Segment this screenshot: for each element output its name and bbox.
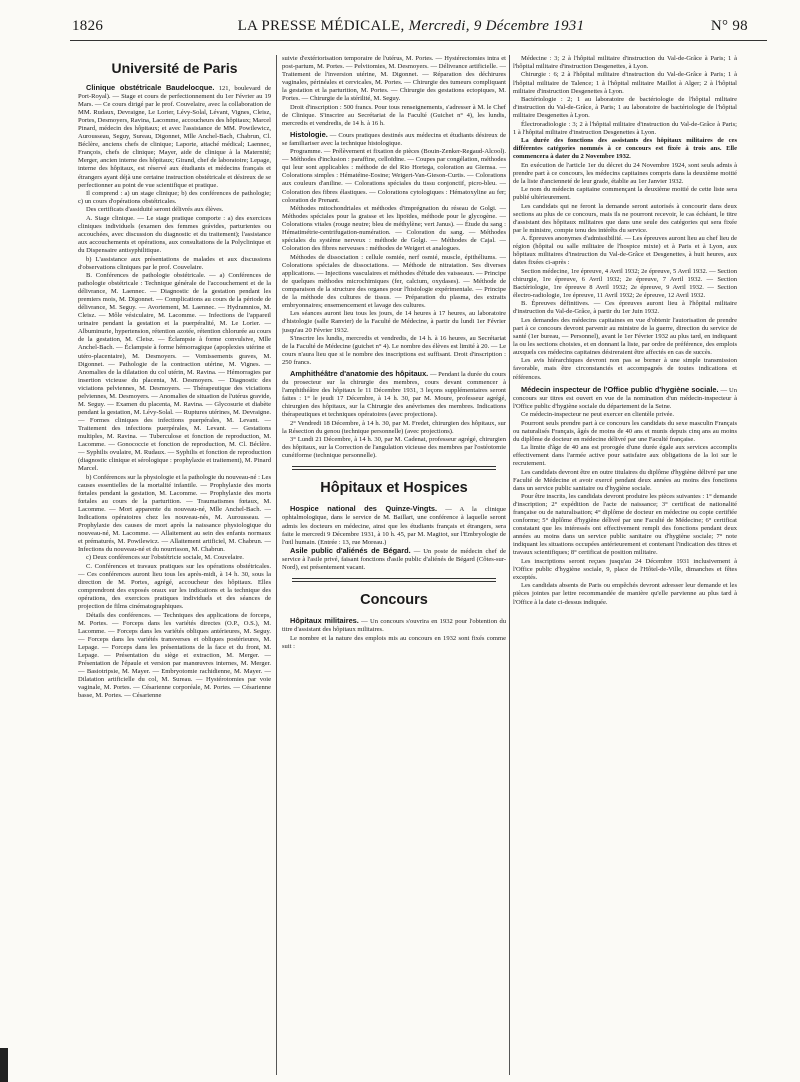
paragraph-text: — Un poste de médecin chef de service à l'asile privé, faisant fonctions d'asile public d'aliénés de Bégard (Côtes-sur-Nord), est présentement vacant. — [282, 548, 506, 572]
paragraph: Pourront seuls prendre part à ce concours les candidats du sexe masculin Français ou naturalisés Français, âgés de moins de 40 ans et munis depuis cinq ans au moins du diplôme de docteur en médecine délivré par une Faculté française. — [513, 419, 737, 443]
column-right — [513, 55, 737, 1075]
column-divider — [509, 55, 510, 1075]
paragraph: Chirurgie : 6; 2 à l'hôpital militaire d'instruction du Val-de-Grâce à Paris; 1 à l'hôpital militaire de Talence; 1 à l'hôpital militaire Maillot à Alger; 2 à l'hôpital militaire d'instruction Desgenettes à Lyon. — [513, 71, 737, 95]
subheading: Amphithéâtre d'anatomie des hôpitaux. — [290, 369, 429, 379]
paragraph-text: — Un concours sur titres est ouvert en vue de la nomination d'un médecin-inspecteur à l'Office public d'hygiène sociale du département de la Seine. — [513, 386, 737, 410]
paragraph — [282, 617, 506, 634]
paragraph: Les candidats absents de Paris ou empêchés devront adresser leur demande et les pièces jointes par lettre recommandée de manière qu'elle parvienne au plus tard à l'Office à la date ci-dessus indiquée. — [513, 582, 737, 606]
paragraph: Les candidats qui ne feront la demande seront autorisés à concourir dans deux sections au plus de ce concours, mais ils ne pourront recevoir, le cas échéant, le titre d'assistant des hôpitaux militaires que dans une seule des catégories qui sera fixée par le ministre, compte tenu des intérêts du service. — [513, 202, 737, 234]
header-rule — [70, 40, 767, 41]
paragraph: Les séances auront lieu tous les jours, de 14 heures à 17 heures, au laboratoire d'histologie (salle Ranvier) de la Faculté de Médecine, à partir du lundi 1er Février jusqu'au 20 Février 1932. — [282, 310, 506, 334]
issue-date: Mercredi, 9 Décembre 1931 — [408, 18, 585, 34]
paragraph: La durée des fonctions des assistants des hôpitaux militaires de ces différentes catégories nommés à ce concours est fixée à trois ans. Elle commencera à dater du 2 Novembre 1932. — [513, 137, 737, 161]
paragraph: La limite d'âge de 40 ans est prorogée d'une durée égale aux services accomplis effectivement dans l'armée active pour satisfaire aux obligations de la loi sur le recrutement. — [513, 444, 737, 468]
paragraph: Électroradiologie : 3; 2 à l'hôpital militaire d'instruction du Val-de-Grâce à Paris; 1 à l'hôpital militaire d'instruction Desgenettes à Lyon. — [513, 120, 737, 136]
paragraph: Le nombre et la nature des emplois mis au concours en 1932 sont fixés comme suit : — [282, 634, 506, 650]
paragraph: Droit d'inscription : 500 francs. Pour tous renseignements, s'adresser à M. le Chef de Clinique. S'inscrire au Secrétariat de la Faculté (Guichet n° 4), les lundis, mercredis et vendredis, de 14 h. à 16 h. — [282, 103, 506, 127]
paragraph: Méthodes mitochondriales et méthodes d'imprégnation du réseau de Golgi. — Méthodes spéciales pour la graisse et les lipoïdes, méthode pour le glycogène. — Colorations vitales (rouge neutre; bleu de méthylène; vert Janus). — Étude du sang : Hématimétrie-centrifugation-numération. — Coloration du sang. — Méthodes spéciales du système nerveux : méthode de Golgi. — Méthodes de Cajal. — Coloration des fibres nerveuses : méthodes de Weigert et analogues. — [282, 205, 506, 253]
paragraph: 2° Vendredi 18 Décembre, à 14 h. 30, par M. Fredet, chirurgien des hôpitaux, sur la Résection du genou (technique personnelle) (avec projections). — [282, 419, 506, 435]
paragraph-text: — Un concours s'ouvrira en 1932 pour l'obtention du titre d'assistant des hôpitaux militaires. — [282, 618, 506, 634]
paragraph: Détails des conférences. — Techniques des applications de forceps, M. Portes. — Forceps dans les variétés directes (O.P., O.S.), M. Lacomme. — Forceps dans les variétés obliques antérieures, M. Seguy. — Forceps dans les variétés transverses et obliques postérieures, M. Lepage. — Forceps dans les présentations de la face et du front, M. Lepage. — Présentation du siège et extraction, M. Merger. — Présentation de l'épaule et version par manœuvres internes, M. Merger. — Basiotripsie, M. Mayer. — Embryotomie rachidienne, M. Mayer. — Dilatation artificielle du col, M. Sureau. — Hystérotomies par voie vaginale, M. Portes. — Césarienne corporéale, M. Portes. — Césarienne basse, M. Portes. — Césarienne — [78, 611, 271, 700]
paragraph — [78, 84, 271, 190]
section-title-universite: Université de Paris — [111, 60, 238, 76]
paragraph: Pour être inscrits, les candidats devront produire les pièces suivantes : 1° demande d'inscription; 2° expédition de l'acte de naissance; 3° certificat de nationalité française ou de naturalisation; 4° diplôme de docteur en médecine ou copie certifiée conforme; 5° diplôme d'hygiène délivré par une Faculté de Médecine; 6° certificat constatant que les intéressés ont effectivement rempli des fonctions pendant deux années au moins dans un service public sanitaire ou d'hygiène sociale; 7° note indiquant les situations occupées antérieurement et contenant l'indication des titres et travaux scientifiques; 8° certificat de position militaire. — [513, 493, 737, 557]
publication-name: LA PRESSE MÉDICALE, — [237, 18, 405, 34]
paragraph: 3° Lundi 21 Décembre, à 14 h. 30, par M. Cadenat, professeur agrégé, chirurgien des hôpitaux, sur la Correction de l'angulation vicieuse des membres par l'ostéotomie cunéiforme (technique personnelle). — [282, 436, 506, 460]
issue-number: N° 98 — [710, 18, 748, 34]
subheading: Asile public d'aliénés de Bégard. — [290, 546, 411, 556]
section-rule — [292, 466, 496, 470]
paragraph: Le nom du médecin capitaine commençant la deuxième moitié de cette liste sera publié ultérieurement. — [513, 186, 737, 202]
subheading: Médecin inspecteur de l'Office public d'hygiène sociale. — [521, 384, 719, 394]
paragraph: suivie d'extériorisation temporaire de l'utérus, M. Portes. — Hystérectomies intra et post-partum, M. Portes. — Pelvitomies, M. Desmoyers. — Délivrance artificielle. — Traitement de l'inversion utérine, M. Digonnet. — Réparation des déchirures vaginales, périnéales et cervicales, M. Portes. — Chirurgie des tumeurs compliquant la gestation et la parturition, M. Portes. — Chirurgie des gestations ectopiques, M. Portes. — Chirurgie de la stérilité, M. Seguy. — [282, 55, 506, 103]
column-middle — [282, 55, 506, 1075]
subheading: Clinique obstétricale Baudelocque. — [86, 83, 215, 92]
section-rule — [292, 578, 496, 582]
paragraph — [282, 370, 506, 419]
paragraph: Médecine : 3; 2 à l'hôpital militaire d'instruction du Val-de-Grâce à Paris; 1 à l'hôpital militaire d'instruction Desgenettes, à Lyon. — [513, 55, 737, 71]
paragraph-text: 121, boulevard de Port-Royal). — Stage et cours de perfectionnement du 1er Février au 19 Mars. — Ce cours dirigé par le prof. Couvelaire, avec la collaboration de MM. Rudaux, Devraigne, Le Lorier, Lévy-Solal, Lévant, Vignes, Cleisz, Portes, Desmoyers, Ravina, Lacomme, accoucheurs des hôpitaux; Marcel Pinard, médecin des hôpitaux; et avec l'assistance de MM. Powilewicz, Aurousseau, Seguy, Sureau, Digonnet, Mlle Anchel-Bach, Chabrun, Cl. Béclère, anciens chefs de clinique; Laporte, attaché médical; Laennec, François, chefs de clinique; Mayer, aide de clinique à la Maternité; Merger, ancien interne des hôpitaux; Girand, chef de laboratoire; Lepage, interne des hôpitaux, est réservé aux étudiants et médecins français et étrangers ayant déjà une certaine instruction obstétricale et désireux de se perfectionner au point de vue scientifique et pratique. — [78, 85, 271, 189]
paragraph: A. Épreuves anonymes d'admissibilité. — Les épreuves auront lieu au chef lieu de région (hôpital ou salle militaire de l'hospice mixte) et à Paris et à Lyon, aux hôpitaux militaires d'instruction du Val-de-Grâce et Desgenettes, à huit heures, aux dates fixées ci-après : — [513, 235, 737, 267]
paragraph-text: — A la clinique ophtalmologique, dans le service de M. Baillart, une conférence à laquelle seront admis les docteurs en médecine, ainsi que les étudiants français et étrangers, sera faite le mercredi 9 Décembre 1931, à 10 h. 45, par M. Magitot, sur l'Embryologie de l'œil humain. (Entrée : 13, rue Moreau.) — [282, 506, 506, 546]
page-number: 1826 — [72, 18, 104, 34]
paragraph: B. Conférences de pathologie obstétricale. — a) Conférences de pathologie obstétricale : Technique générale de l'accouchement et de la délivrance, M. Laennec. — Diagnostic de la gestation pendant les premiers mois, M. Digonnet. — Complications au cours de la période de délivrance, M. Seguy. — Avortement, M. Laennec. — Hydramnios, M. Cleisz. — Môle vésiculaire, M. Lacomme. — Infections de l'appareil urinaire pendant la gestation et la puerpéralité, M. Le Lorier. — Albuminurie, hypertension, rétention azotée, rétention chlorurée au cours de la gestation, M. Cleisz. — Éclampsie à forme convulsive, Mlle Anchel-Bach. — Éclampsie à forme hémorragique (apoplexies utérine et utéro-placentaire), M. Desmoyers. — Vomissements graves, M. Digonnet. — Pathologie de la contraction utérine, M. Vignes. — Anomalies de la dilatation du col utérin, M. Ravina. — Hémorragies par insertion vicieuse du placenta, M. Desmoyers. — Diagnostic des viciations pelviennes, M. Desmoyers. — Thérapeutique des viciations pelviennes, M. Desmoyers. — Anomalies de situation de l'utérus gravide, M. Seguy. — Examen du placenta, M. Ravina. — Glycosurie et diabète pendant la gestation, M. Lévy-Solal. — Ruptures utérines, M. Devraigne. — Formes cliniques des infections puerpérales, M. Levant. — Traitement des infections puerpérales, M. Levant. — Gestations multiples, M. Ravina. — Tuberculose et fonction de reproduction, M. Lacomme. — Gonococcie et fonction de reproduction, M. Cl. Béclère. — Syphilis ovulaire, M. Rudaux. — Syphilis et fonction de reproduction (diagnostic clinique et sérologique : prophylaxie et traitement), M. Pinard Marcel. — [78, 272, 271, 473]
section-title-hopitaux: Hôpitaux et Hospices — [320, 480, 468, 497]
subheading: Hôpitaux militaires. — [290, 616, 359, 626]
paragraph: c) Deux conférences sur l'obstétricie sociale, M. Couvelaire. — [86, 554, 244, 562]
paragraph: Les inscriptions seront reçues jusqu'au 24 Décembre 1931 inclusivement à l'Office public d'hygiène sociale, 9, place de l'Hôtel-de-Ville, dimanches et fêtes exceptés. — [513, 557, 737, 581]
section-title-concours: Concours — [360, 592, 428, 609]
paragraph: Bactériologie : 2; 1 au laboratoire de bactériologie de l'hôpital militaire d'instruction du Val-de-Grâce, à Paris; 1 au laboratoire de bactériologie de l'hôpital militaire Desgenettes à Lyon. — [513, 96, 737, 120]
paragraph: Les demandes des médecins capitaines en vue d'obtenir l'autorisation de prendre part à ce concours devront parvenir au ministre de la guerre, direction du service de santé (1er bureau, — Personnel), avant le 1er Février 1932 au plus tard, en indiquant la ou les sections choisies, et en donnant la liste, par ordre de préférence, des emplois auxquels ces médecins capitaines désireraient être affectés en cas de succès. — [513, 316, 737, 356]
paragraph: Section médecine, 1re épreuve, 4 Avril 1932; 2e épreuve, 5 Avril 1932. — Section chirurgie, 1re épreuve, 6 Avril 1932; 2e épreuve, 7 Avril 1932. — Section Bactériologie, 1re épreuve 8 Avril 1932; 2e épreuve, 9 Avril 1932. — Section électro-radiologie, 1re épreuve, 11 Avril 1932; 2e épreuve, 12 Avril 1932. — [513, 267, 737, 299]
paragraph: En exécution de l'article 1er du décret du 24 Novembre 1924, sont seuls admis à prendre part à ce concours, les médecins capitaines compris dans la deuxième moitié de la liste d'ancienneté de leur grade, établie au 1er Janvier 1932. — [513, 161, 737, 185]
paragraph — [282, 547, 506, 572]
subheading: Hospice national des Quinze-Vingts. — [290, 504, 438, 514]
paragraph — [282, 505, 506, 546]
paragraph — [282, 131, 506, 148]
paragraph: b) L'assistance aux présentations de malades et aux discussions d'observations cliniques par le prof. Couvelaire. — [78, 255, 271, 271]
paragraph: Les avis hiérarchiques devront non pas se borner à une simple transmission favorable, mais être circonstanciés et accompagnés de toutes indications et références. — [513, 357, 737, 381]
subheading: Histologie. — [290, 129, 328, 139]
paragraph: Méthodes de dissociation : cellule osmiée, nerf osmié, muscle, épithéliums. — Colorations spéciales de dissociations. — Méthode de nitratation. Ses diverses applications. — Injections vasculaires et méthodes d'étude des vaisseaux. — Principe de quelques méthodes microchimiques (fer, calcium, oxydases). — Méthode de comparaison de la structure des organes pour l'histologie expérimentale. — Principe de la méthode des cultures de tissus. — Préparation du plasma, des extraits embryonnaires; ensemencement et lavage des cultures. — [282, 253, 506, 309]
page-header — [52, 18, 770, 40]
paragraph: A. Stage clinique. — Le stage pratique comporte : a) des exercices cliniques individuels (examen des femmes grávides, parturientes ou accouchées, avec discussion du diagnostic et du traitement); l'assistance aux accouchements et opérations, aux consultations de la Polyclinique et du Dispensaire antisyphilitique. — [78, 214, 271, 255]
paragraph: Ce médecin-inspecteur ne peut exercer en clientèle privée. — [521, 411, 675, 419]
paragraph: Il comprend : a) un stage clinique; b) des conférences de pathologie; c) un cours d'opérations obstétricales. — [78, 190, 271, 206]
paragraph: C. Conférences et travaux pratiques sur les opérations obstétricales. — Ces conférences auront lieu tous les après-midi, à 14 h. 30, sous la direction de M. Portes, agrégé, accoucheur des hôpitaux. Elles comprendront des exposés oraux sur les indications et la technique des opérations, des exercices pratiques individuels et des séances de projection de films cinématographiques. — [78, 562, 271, 611]
paragraph — [513, 386, 737, 411]
paragraph: Des certificats d'assiduité seront délivrés aux élèves. — [86, 206, 224, 214]
paragraph: b) Conférences sur la physiologie et la pathologie du nouveau-né : Les causes essentielles de la mortalité infantile. — Prophylaxie des morts fœtales pendant la gestation, M. Lacomme. — Prophylaxie des morts fœtales au cours de la parturition. — Traumatismes fœtaux, M. Lacomme. — Mort apparente du nouveau-né, Mlle Anchel-Bach. — Indications opératoires chez les nouveau-nés, M. Aurousseau. — Prophylaxie des causes de mort après la naissance physiologique du nouveau-né, M. Lacomme. — Allaitement au sein des enfants normaux et prématurés, M. Powilewicz. — Allaitement artificiel, M. Chabrun. — Infections du nouveau-né et du nourrisson, M. Chabrun. — [78, 473, 271, 554]
journal-title — [52, 18, 770, 35]
page-edge-mark — [0, 1048, 8, 1082]
paragraph: Programme. — Prélèvement et fixation de pièces (Bouin-Zenker-Regaud-Alcool). — Méthodes d'inclusion : paraffine, celloïdine. — Coupes par congélation, méthodes qui leur sont applicables : méthode de del Rio Hortega, coloration au Giemsa. — Colorations simples : Hématéine-Eosine; Weigert-Van-Gieson-Curtis. — Colorations aux couleurs d'aniline. — Colorations spéciales du tissu conjonctif, picro-bleu. — Coloration des fibres élastiques. — Colorations cytologiques : Hématoxyline au fer; coloration de Prenant. — [282, 148, 506, 204]
paragraph: S'inscrire les lundis, mercredis et vendredis, de 14 h. à 16 heures, au Secrétariat de la Faculté de Médecine (guichet n° 4). Le nombre des élèves est limité à 20. — Le cours n'aura lieu que si le nombre des inscriptions est suffisant. Droit d'inscription : 250 francs. — [282, 334, 506, 367]
paragraph: B. Épreuves définitives. — Ces épreuves auront lieu à l'hôpital militaire d'instruction du Val-de-Grâce, à partir du 1er Juin 1932. — [513, 300, 737, 316]
paragraph: Les candidats devront être en outre titulaires du diplôme d'hygiène délivré par une Faculté de Médecine et avoir exercé pendant deux années au moins des fonctions dans un service public sanitaire ou d'hygiène sociale. — [513, 468, 737, 492]
column-left — [78, 55, 271, 1075]
column-divider — [276, 55, 277, 1075]
paragraph-text: — Pendant la durée du cours du prosecteur sur la chirurgie des membres, cours devant commencer à l'amphithéâtre des hôpitaux le 11 Décembre 1931, 3 leçons supplémentaires seront faites : 1° le jeudi 17 Décembre, à 14 h. 30, par M. Moure, professeur agrégé, chirurgien des hôpitaux, sur la Chirurgie des anévrismes des membres. Indications thérapeutiques et techniques opératoires (avec projections). — [282, 371, 506, 419]
paragraph-text: — Cours pratiques destinés aux médecins et étudiants désireux de se familiariser avec la technique histologique. — [282, 131, 506, 147]
